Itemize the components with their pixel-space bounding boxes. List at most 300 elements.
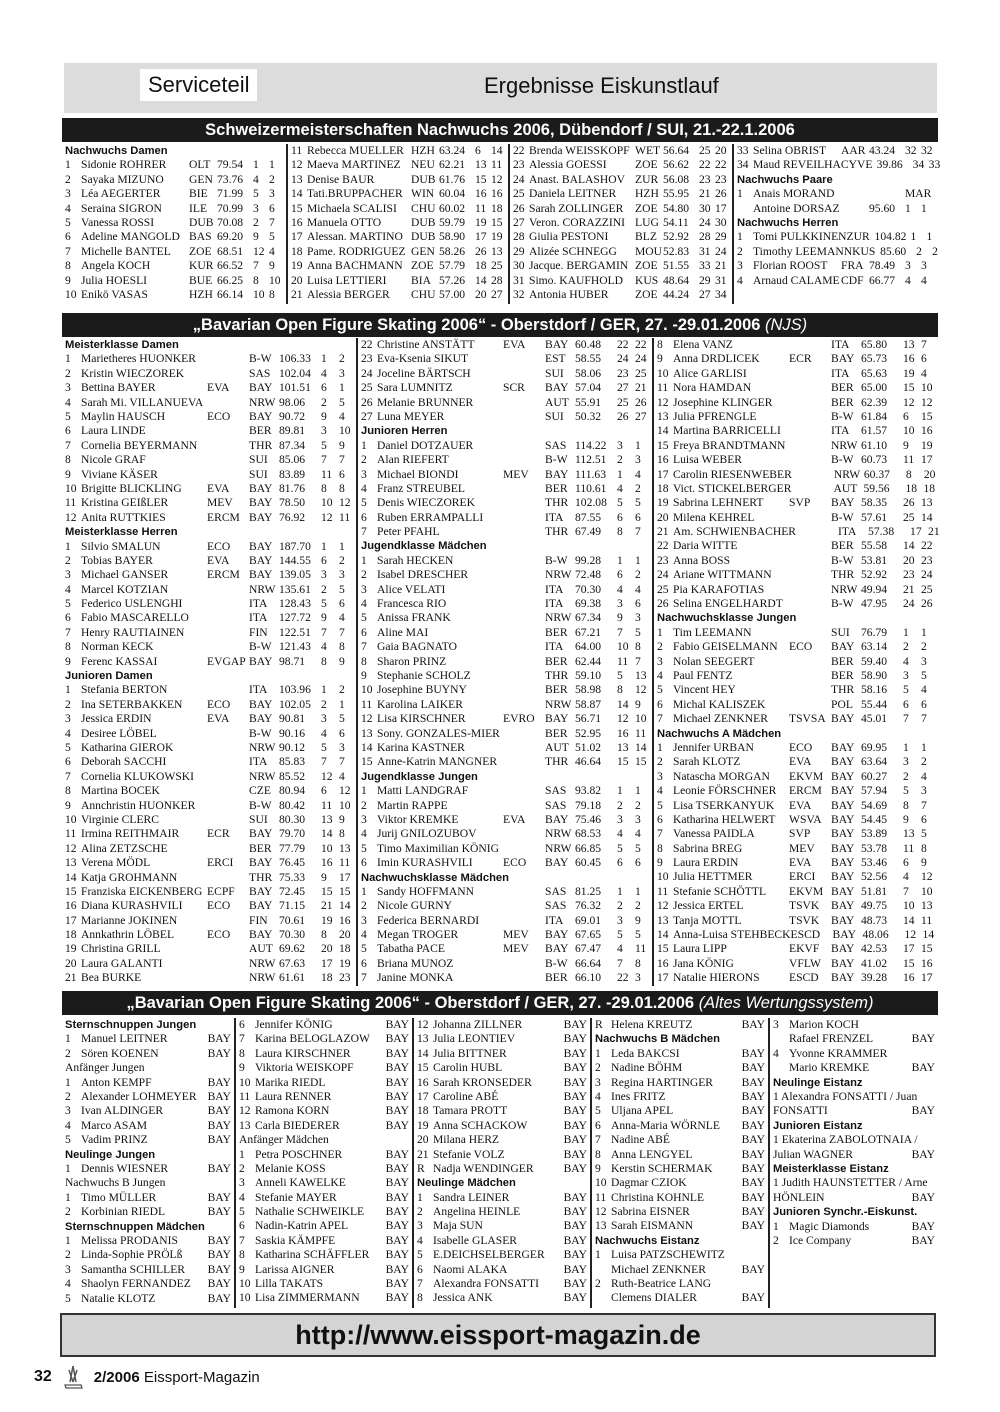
club-code: BAY: [911, 1147, 935, 1161]
club-code: [207, 453, 249, 467]
points: 58.87: [575, 697, 602, 711]
nation-code: BAY: [831, 913, 855, 927]
points: 60.02: [439, 201, 466, 215]
rank-short: 29: [699, 273, 711, 287]
category-heading: Nachwuchsklasse Jungen: [657, 612, 797, 625]
points: 76.45: [279, 856, 306, 870]
skater-name: Anneli KAWELKE: [255, 1176, 346, 1190]
club-code: [503, 784, 545, 798]
rank-short: 20: [475, 287, 487, 301]
rank-free: 3: [339, 740, 345, 754]
place: 3: [65, 712, 71, 726]
nation-code: NRW: [833, 467, 861, 481]
points: 57.00: [439, 287, 466, 301]
place: 1: [361, 438, 367, 452]
nation-code: ITA: [545, 913, 564, 927]
skater-name: Maud REVEILHAC: [753, 158, 849, 172]
skater-name: Josephine KLINGER: [673, 395, 773, 409]
points: 79.70: [279, 827, 306, 841]
result-row: [657, 870, 935, 884]
page-title: Ergebnisse Eiskunstlauf: [484, 73, 719, 98]
skater-name: Alice VELATI: [377, 582, 446, 596]
club-code: [503, 669, 545, 683]
result-row: [361, 655, 649, 669]
points: 43.24: [869, 144, 896, 157]
rank-free: 4: [921, 366, 927, 380]
club-code: BAY: [385, 1046, 409, 1060]
skater-name: Anna BACHMANN: [307, 259, 403, 273]
place: 21: [291, 287, 303, 301]
club-code: [207, 396, 249, 410]
page-number: 32: [34, 1368, 52, 1385]
skater-name: Ice Company: [789, 1233, 852, 1247]
rank-short: 8: [321, 928, 327, 942]
rank-short: 11: [321, 467, 333, 481]
place: 2: [65, 553, 71, 567]
skater-name: Aline MAI: [377, 625, 429, 639]
nation-code: BER: [545, 971, 568, 985]
rank-free: 4: [921, 769, 927, 783]
rank-free: 5: [339, 582, 345, 596]
place: 2: [65, 366, 71, 380]
place: 18: [291, 244, 303, 258]
pair-row: [595, 1291, 765, 1305]
result-row: [361, 568, 649, 582]
rank-free: 2: [339, 683, 345, 697]
rank-short: 1: [321, 352, 327, 366]
result-row: [657, 468, 935, 482]
skater-name: Vanessa ROSSI: [81, 215, 155, 229]
nation-code: BER: [831, 669, 854, 682]
skater-name: Laura GALANTI: [81, 956, 163, 970]
place: 30: [513, 259, 525, 273]
rank-free: 20: [339, 928, 351, 942]
result-row: [417, 1032, 587, 1046]
result-row: [657, 626, 935, 640]
rank-short: 31: [699, 244, 711, 258]
rank-free: 15: [921, 942, 933, 956]
skater-name: Gaia BAGNATO: [377, 640, 457, 654]
skater-name: Carolin RIESENWEBER: [673, 467, 792, 481]
category-heading: Neulinge Jungen: [65, 1148, 156, 1161]
rank-free: 1: [269, 158, 275, 172]
club-code: BAY: [385, 1104, 409, 1118]
result-row: [65, 827, 353, 841]
result-row: [65, 1119, 231, 1133]
place: 4: [239, 1190, 245, 1204]
nation-code: ITA: [545, 597, 564, 611]
place: 20: [657, 510, 669, 524]
points: 39.28: [861, 971, 888, 985]
rank-short: 5: [321, 438, 327, 452]
skater-name: Leonie FÖRSCHNER: [673, 784, 777, 798]
rank-short: 11: [321, 798, 333, 812]
rank-short: 1: [321, 683, 327, 697]
rank-short: 4: [321, 640, 327, 654]
points: 87.34: [279, 438, 306, 452]
rank-short: 4: [253, 172, 259, 186]
place: 3: [65, 187, 71, 201]
club-code: HZH: [189, 287, 213, 301]
points: 66.14: [217, 287, 244, 301]
club-code: ZOE: [635, 201, 658, 215]
skater-name: Ines FRITZ: [611, 1089, 666, 1103]
place: R: [595, 1018, 603, 1031]
nation-code: BAY: [545, 381, 569, 395]
dance-couple: 1 Alexandra FONSATTI / Juan: [773, 1089, 918, 1103]
points: 55.95: [663, 187, 690, 201]
results-column: [62, 1018, 234, 1308]
skater-name: Alessia BERGER: [307, 287, 390, 301]
skater-name: Karina BELOGLAZOW: [255, 1032, 370, 1046]
rank-free: 25: [491, 259, 503, 273]
skater-name: Isabelle GLASER: [433, 1233, 518, 1247]
club-code: BAY: [563, 1190, 587, 1204]
rank-short: 1: [253, 158, 259, 172]
skater-name: Pia KARAFOTIAS: [673, 582, 765, 596]
rank-free: 4: [635, 827, 641, 841]
place: 3: [737, 259, 743, 273]
skater-name: Magic Diamonds: [789, 1219, 870, 1233]
points: 69.01: [575, 913, 602, 927]
place: 10: [239, 1291, 251, 1305]
skater-name: Sören KOENEN: [81, 1046, 159, 1060]
points: 49.75: [861, 899, 888, 913]
points: 51.02: [575, 740, 602, 754]
website-link[interactable]: http://www.eissport-magazin.de: [60, 1313, 936, 1357]
result-row: [657, 842, 935, 856]
rank-free: 11: [921, 913, 933, 927]
page-footer: [34, 1364, 260, 1390]
club-code: [789, 683, 831, 697]
points: 110.61: [575, 481, 607, 495]
result-row: [291, 144, 505, 158]
place: 27: [361, 409, 373, 423]
result-row: [65, 755, 353, 769]
rank-free: 17: [921, 453, 933, 467]
result-row: [361, 597, 649, 611]
result-row: [361, 511, 649, 525]
rank-free: 7: [921, 338, 927, 351]
club-code: BAY: [563, 1248, 587, 1262]
place: 2: [595, 1061, 601, 1075]
place: 2: [65, 1205, 71, 1219]
result-row: [417, 1119, 587, 1133]
result-row: [291, 259, 505, 273]
points: 75.46: [575, 812, 602, 826]
club-code: BAY: [741, 1147, 765, 1161]
category-heading: Nachwuchs Damen: [65, 145, 168, 157]
rank-free: 3: [339, 568, 345, 582]
place: 8: [657, 841, 663, 855]
result-row: [239, 1205, 409, 1219]
skater-name: Henry RAUTIAINEN: [81, 625, 185, 639]
club-code: BAY: [385, 1118, 409, 1132]
nation-code: BAY: [249, 899, 273, 913]
points: 81.76: [279, 481, 306, 495]
club-code: [789, 669, 831, 683]
nation-code: ITA: [831, 366, 850, 380]
nation-code: AUT: [249, 942, 273, 956]
skater-name: Matti LANDGRAF: [377, 784, 469, 798]
club-code: ECO: [207, 539, 231, 553]
club-code: [789, 381, 831, 395]
place: 12: [595, 1205, 607, 1219]
points: 76.79: [861, 625, 888, 639]
skater-name: Daniel DOTZAUER: [377, 438, 474, 452]
rank-free: 23: [715, 172, 727, 186]
place: 21: [657, 525, 669, 539]
club-code: [503, 626, 545, 640]
result-row: [361, 784, 649, 798]
points: 69.62: [279, 942, 306, 956]
result-row: [361, 885, 649, 899]
club-code: EVGAP: [207, 654, 246, 668]
place: 5: [65, 740, 71, 754]
skater-name: Antoine DORSAZ: [753, 201, 840, 215]
skater-name: Lilla TAKATS: [255, 1277, 324, 1291]
club-code: DUB: [411, 215, 436, 229]
result-row: [657, 942, 935, 956]
skater-name: Jessica ERDIN: [81, 712, 152, 726]
rank-short: 3: [617, 438, 623, 452]
nation-code: BAY: [249, 481, 273, 495]
skater-name: Luisa WEBER: [673, 453, 743, 467]
points: 67.34: [575, 611, 602, 625]
club-code: BAY: [563, 1104, 587, 1118]
result-row: [65, 496, 353, 510]
club-code: BAY: [207, 1277, 231, 1291]
place: 2: [361, 568, 367, 582]
result-row: [361, 482, 649, 496]
sui-title: Schweizermeisterschaften Nachwuchs 2006, Dübendorf / SUI, 21.-22.1.2006: [205, 121, 795, 139]
place: 6: [361, 510, 367, 524]
rank-free: 23: [921, 553, 933, 567]
club-code: ERCI: [789, 870, 816, 884]
result-row: [657, 770, 935, 784]
skater-name: Peter PFAHL: [377, 525, 440, 539]
rank-short: 6: [903, 409, 909, 423]
rank-short: 1: [321, 539, 327, 553]
skater-name: Lisa ZIMMERMANN: [255, 1291, 360, 1305]
club-code: [503, 640, 545, 654]
rank-free: 6: [339, 726, 345, 740]
result-row: [657, 352, 935, 366]
club-code: [207, 626, 249, 640]
skater-name: Natalie KLOTZ: [81, 1291, 156, 1305]
rank-free: 10: [635, 712, 647, 726]
place: 6: [361, 956, 367, 970]
place: 2: [65, 697, 71, 711]
result-row: [657, 813, 935, 827]
rank-free: 7: [635, 654, 641, 668]
nation-code: BAY: [545, 942, 569, 956]
dance-couple: FONSATTI: [773, 1104, 828, 1118]
rank-free: 10: [339, 798, 351, 812]
skater-name: Tati.BRUPPACHER: [307, 187, 403, 201]
result-row: [417, 1191, 587, 1205]
place: 9: [657, 856, 663, 870]
nation-code: NRW: [249, 971, 276, 985]
points: 57.94: [861, 784, 888, 798]
rank-free: 8: [635, 640, 641, 654]
nation-code: BAY: [249, 553, 273, 567]
result-row: [595, 1104, 765, 1118]
rank-free: 18: [339, 942, 351, 956]
nation-code: BER: [831, 395, 854, 409]
rank-short: 5: [617, 496, 623, 510]
rank-free: 21: [715, 259, 727, 273]
points: 69.95: [861, 740, 888, 754]
result-row: [361, 439, 649, 453]
skater-name: Maylin HAUSCH: [81, 409, 166, 423]
rank-short: 6: [321, 784, 327, 798]
rank-short: 7: [321, 755, 327, 769]
club-code: EVA: [789, 798, 812, 812]
rank-short: 16: [617, 726, 629, 740]
result-row: [657, 755, 935, 769]
nation-code: SUI: [249, 467, 268, 481]
club-code: ECO: [207, 899, 231, 913]
alt-title-note: (Altes Wertungssystem): [698, 994, 874, 1012]
place: 8: [239, 1046, 245, 1060]
skater-name: Regina HARTINGER: [611, 1075, 714, 1089]
points: 39.86: [876, 158, 903, 172]
rank-short: 12: [321, 769, 333, 783]
nation-code: B-W: [249, 726, 272, 740]
rank-free: 12: [339, 784, 351, 798]
result-row: [361, 971, 649, 985]
pair-row: [595, 1263, 765, 1277]
points: 90.81: [279, 712, 306, 726]
rank-short: 6: [617, 568, 623, 582]
nation-code: BAY: [831, 827, 855, 841]
skater-name: Laura KIRSCHNER: [255, 1046, 351, 1060]
nation-code: FIN: [249, 625, 268, 639]
club-code: [789, 626, 831, 640]
rank-free: 11: [635, 942, 647, 956]
points: 63.24: [439, 144, 466, 157]
club-code: BAY: [207, 1161, 231, 1175]
rank-short: 15: [475, 172, 487, 186]
skater-name: Léa AEGERTER: [81, 187, 161, 201]
club-code: ZOE: [189, 244, 212, 258]
place: 15: [657, 942, 669, 956]
rank-short: 27: [699, 287, 711, 301]
club-code: [503, 568, 545, 582]
rank-free: 11: [491, 158, 503, 172]
points: 48.06: [862, 928, 889, 942]
skater-name: Anissa FRANK: [377, 611, 451, 625]
rank-free: 5: [269, 230, 275, 244]
place: 10: [657, 870, 669, 884]
rank-free: 9: [339, 654, 345, 668]
club-code: MEV: [503, 942, 529, 956]
category-heading: Sternschnuppen Mädchen: [65, 1220, 205, 1233]
club-code: [503, 583, 545, 597]
club-code: EKVM: [789, 884, 824, 898]
club-code: BAY: [741, 1291, 765, 1305]
rank-short: 1: [617, 467, 623, 481]
place: 5: [65, 1291, 71, 1305]
skater-name: Julia PFRENGLE: [673, 409, 757, 423]
club-code: ZOE: [411, 259, 434, 273]
nation-code: ITA: [838, 525, 857, 539]
place: 2: [65, 1046, 71, 1060]
rank-free: 15: [491, 215, 503, 229]
place: 8: [65, 259, 71, 273]
skater-name: Jurij GNILOZUBOV: [377, 827, 477, 841]
points: 58.90: [439, 230, 466, 244]
place: 9: [65, 467, 71, 481]
skater-name: Desiree LÖBEL: [81, 726, 157, 740]
place: 12: [239, 1104, 251, 1118]
rank-free: 1: [635, 884, 641, 898]
club-code: [207, 468, 249, 482]
rank-short: 18: [321, 971, 333, 985]
nation-code: BAY: [249, 827, 273, 841]
pair-row: [773, 1148, 935, 1162]
rank-short: 2: [253, 215, 259, 229]
club-code: BAY: [741, 1176, 765, 1190]
rank-free: 27: [635, 409, 647, 423]
nation-code: BAY: [545, 928, 569, 942]
rank-free: 6: [635, 597, 641, 611]
place: 4: [361, 928, 367, 942]
result-row: [291, 158, 505, 172]
result-row: [65, 424, 353, 438]
result-row: [513, 158, 729, 172]
nation-code: BAY: [831, 798, 855, 812]
result-row: [65, 914, 353, 928]
rank-short: 1: [905, 201, 911, 215]
result-row: [361, 799, 649, 813]
category-heading: Junioren Damen: [65, 670, 153, 683]
skater-name: Anna-Luisa STEHBECK: [673, 928, 791, 942]
skater-name: Vanessa PAIDLA: [673, 827, 755, 841]
points: 62.44: [575, 654, 602, 668]
result-row: [361, 352, 649, 366]
club-code: [207, 439, 249, 453]
club-code: BAY: [741, 1262, 765, 1276]
result-row: [65, 856, 353, 870]
place: 7: [239, 1032, 245, 1046]
result-row: [361, 525, 649, 539]
result-row: [417, 1133, 587, 1147]
club-code: KUR: [189, 259, 214, 273]
category-heading: Jugendklasse Jungen: [361, 770, 478, 783]
rank-free: 7: [921, 798, 927, 812]
category-heading: Neulinge Eistanz: [773, 1076, 863, 1089]
points: 68.53: [575, 827, 602, 841]
skater-name: Vadim PRINZ: [81, 1133, 148, 1147]
rank-free: 8: [635, 956, 641, 970]
nation-code: BAY: [545, 467, 569, 481]
skater-name: Tim LEEMANN: [673, 625, 752, 639]
skater-name: Shaolyn FERNANDEZ: [81, 1277, 191, 1291]
result-row: [595, 1191, 765, 1205]
points: 67.21: [575, 625, 602, 639]
points: 61.10: [861, 438, 888, 452]
place: 7: [65, 244, 71, 258]
points: 144.55: [279, 553, 311, 567]
rank-short: 2: [903, 769, 909, 783]
skater-name: Timothy LEEMANN: [753, 244, 853, 258]
category-heading: Nachwuchs Paare: [737, 173, 833, 186]
skater-name: Natalie HIERONS: [673, 971, 760, 985]
result-row: [65, 741, 353, 755]
club-code: ERCM: [789, 784, 822, 798]
